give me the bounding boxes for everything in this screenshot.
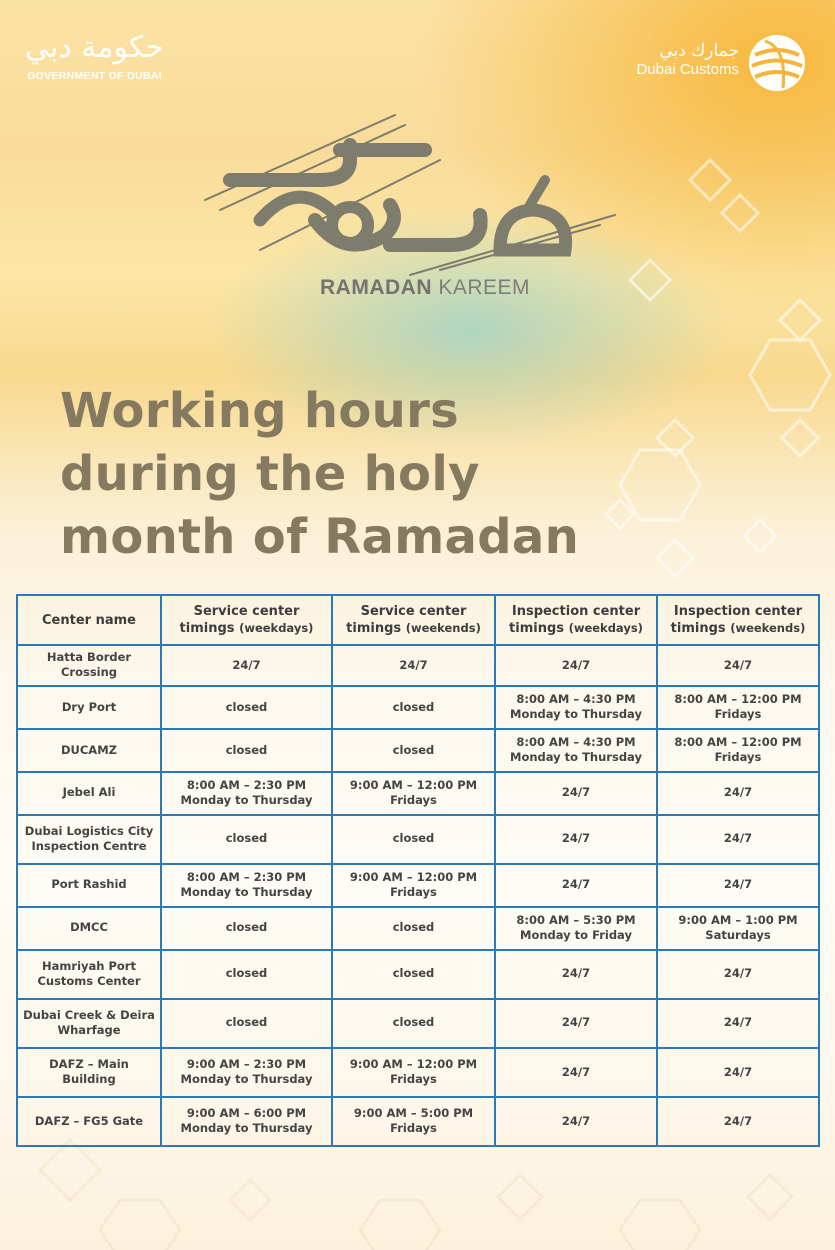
timing-text: 8:00 AM – 4:30 PM: [516, 734, 636, 749]
column-header: [17, 595, 161, 645]
table-header-row: [17, 595, 819, 645]
timing-text: 24/7: [723, 1064, 753, 1079]
center-name-cell: [17, 772, 161, 815]
column-header-label: Inspection center timings: [670, 604, 803, 636]
center-name-cell: [17, 729, 161, 772]
timing-text: Monday to Thursday: [510, 750, 642, 765]
timing-cell: [161, 729, 332, 772]
timing-cell: [657, 907, 819, 950]
timing-text: Monday to Thursday: [180, 1072, 313, 1087]
center-name-text: Customs Center: [37, 974, 141, 989]
timing-cell: [495, 645, 657, 686]
timing-text: closed: [225, 831, 268, 846]
table-row: [17, 1097, 819, 1146]
center-name-text: Inspection Centre: [31, 839, 147, 854]
timing-text: closed: [392, 1015, 435, 1030]
timing-text: 24/7: [561, 1113, 591, 1128]
timing-cell: [657, 950, 819, 999]
timing-cell: [332, 815, 495, 864]
center-name-cell: [17, 950, 161, 999]
timing-text: Monday to Thursday: [180, 1121, 313, 1136]
timing-text: 24/7: [723, 657, 753, 672]
timing-text: 9:00 AM – 12:00 PM: [349, 1056, 478, 1071]
timing-text: Monday to Thursday: [510, 707, 642, 722]
timing-cell: [332, 950, 495, 999]
timing-text: 8:00 AM – 2:30 PM: [186, 777, 307, 792]
timing-text: 8:00 AM – 4:30 PM: [516, 691, 636, 706]
column-header-label: Inspection center timings: [509, 604, 641, 636]
center-name-text: Dubai Creek & Deira: [23, 1007, 155, 1022]
timing-text: 24/7: [399, 657, 428, 672]
timing-cell: [332, 772, 495, 815]
title-line-3: month of Ramadan: [60, 509, 580, 565]
timing-cell: [495, 686, 657, 729]
timing-cell: [495, 864, 657, 907]
timing-text: 9:00 AM – 6:00 PM: [186, 1105, 307, 1120]
center-name-cell: [17, 999, 161, 1048]
timing-text: Monday to Friday: [520, 928, 632, 943]
column-header-label: Service center timings: [346, 604, 467, 636]
timing-text: Fridays: [390, 1121, 437, 1136]
ramadan-word: RAMADAN: [320, 276, 432, 299]
center-name-text: Dubai Logistics City: [24, 823, 154, 838]
timing-cell: [657, 1097, 819, 1146]
timing-cell: [495, 950, 657, 999]
timing-text: 9:00 AM – 12:00 PM: [349, 777, 478, 792]
center-name-cell: [17, 645, 161, 686]
timing-text: closed: [225, 1015, 268, 1030]
timing-cell: [161, 645, 332, 686]
column-header: [495, 595, 657, 645]
timing-cell: [161, 907, 332, 950]
timing-text: Fridays: [714, 707, 762, 722]
timing-text: closed: [225, 742, 268, 757]
timing-text: 8:00 AM – 12:00 PM: [674, 734, 802, 749]
timing-text: 24/7: [723, 1113, 753, 1128]
gov-english-text: GOVERNMENT OF DUBAI: [27, 70, 162, 82]
timing-cell: [332, 645, 495, 686]
timing-cell: [495, 815, 657, 864]
timing-text: 24/7: [561, 1015, 591, 1030]
timing-cell: [332, 1097, 495, 1146]
ramadan-kareem-text: [320, 276, 530, 300]
center-name-cell: [17, 815, 161, 864]
timing-text: 24/7: [723, 877, 753, 892]
table-row: [17, 686, 819, 729]
timing-cell: [332, 907, 495, 950]
dubai-customs-logo: [617, 33, 807, 93]
center-name-cell: [17, 686, 161, 729]
timing-text: Monday to Thursday: [180, 793, 313, 808]
timing-cell: [161, 1048, 332, 1097]
column-header-qualifier: (weekdays): [568, 621, 643, 635]
timing-text: 24/7: [561, 966, 591, 981]
timing-cell: [332, 999, 495, 1048]
customs-arabic-text: جمارك دبي: [659, 41, 739, 61]
center-name-text: DAFZ – FG5 Gate: [34, 1113, 144, 1128]
timing-cell: [161, 864, 332, 907]
timing-cell: [657, 729, 819, 772]
table-row: [17, 1048, 819, 1097]
title-line-1: Working hours: [60, 383, 459, 439]
column-header: [657, 595, 819, 645]
working-hours-table: [16, 594, 820, 1147]
timing-text: closed: [392, 742, 435, 757]
timing-text: Monday to Thursday: [180, 885, 313, 900]
timing-text: 24/7: [723, 1015, 753, 1030]
center-name-cell: [17, 864, 161, 907]
timing-cell: [495, 772, 657, 815]
center-name-text: DUCAMZ: [60, 742, 117, 757]
table-row: [17, 907, 819, 950]
timing-cell: [657, 999, 819, 1048]
center-name-text: DMCC: [70, 920, 108, 935]
column-header-qualifier: (weekends): [405, 621, 481, 635]
globe-icon: [747, 33, 807, 93]
timing-text: closed: [392, 966, 435, 981]
timing-cell: [161, 999, 332, 1048]
timing-cell: [332, 864, 495, 907]
center-name-text: Hatta Border Crossing: [46, 649, 132, 680]
timing-cell: [161, 1097, 332, 1146]
customs-english-text: Dubai Customs: [636, 61, 739, 78]
timing-text: 24/7: [723, 966, 753, 981]
timing-text: 24/7: [561, 831, 591, 846]
timing-cell: [495, 999, 657, 1048]
timing-cell: [657, 645, 819, 686]
table-row: [17, 729, 819, 772]
timing-cell: [657, 864, 819, 907]
column-header: [332, 595, 495, 645]
ramadan-kareem-calligraphy: [200, 110, 620, 280]
timing-text: closed: [225, 699, 268, 714]
timing-cell: [332, 1048, 495, 1097]
timing-cell: [657, 1048, 819, 1097]
column-header-label: Service center timings: [179, 604, 300, 636]
center-name-text: DAFZ – Main Building: [49, 1056, 129, 1087]
kareem-word: KAREEM: [438, 276, 531, 299]
timing-text: 24/7: [723, 831, 753, 846]
timing-text: Fridays: [714, 750, 762, 765]
timing-text: closed: [225, 966, 268, 981]
table-row: [17, 772, 819, 815]
table-row: [17, 864, 819, 907]
timing-text: 8:00 AM – 12:00 PM: [674, 691, 802, 706]
table-row: [17, 999, 819, 1048]
column-header-qualifier: (weekends): [730, 621, 806, 635]
timing-text: Fridays: [390, 885, 437, 900]
timing-cell: [332, 729, 495, 772]
timing-text: Saturdays: [705, 928, 771, 943]
timing-text: 9:00 AM – 2:30 PM: [186, 1056, 307, 1071]
timing-text: 24/7: [723, 785, 753, 800]
center-name-cell: [17, 1097, 161, 1146]
gov-arabic-text: حكومة دبي: [24, 30, 164, 65]
timing-cell: [657, 686, 819, 729]
center-name-cell: [17, 1048, 161, 1097]
timing-text: 9:00 AM – 1:00 PM: [678, 912, 798, 927]
timing-cell: [657, 772, 819, 815]
center-name-text: Dry Port: [61, 699, 117, 714]
timing-cell: [161, 815, 332, 864]
center-name-cell: [17, 907, 161, 950]
table-row: [17, 950, 819, 999]
timing-cell: [332, 686, 495, 729]
timing-text: Fridays: [390, 793, 437, 808]
timing-text: 8:00 AM – 2:30 PM: [186, 869, 307, 884]
timing-cell: [161, 772, 332, 815]
table-row: [17, 645, 819, 686]
title-line-2: during the holy: [60, 446, 480, 502]
timing-text: 24/7: [561, 785, 591, 800]
timing-cell: [161, 686, 332, 729]
timing-text: closed: [392, 699, 435, 714]
table-row: [17, 815, 819, 864]
timing-text: 24/7: [561, 1064, 591, 1079]
center-name-text: Jebel Ali: [62, 785, 116, 800]
government-of-dubai-logo: [22, 30, 167, 82]
center-name-text: Hamriyah Port: [42, 958, 136, 973]
timing-cell: [495, 729, 657, 772]
timing-text: closed: [392, 831, 435, 846]
timing-text: closed: [392, 920, 435, 935]
timing-text: 24/7: [561, 657, 591, 672]
column-header: [161, 595, 332, 645]
timing-cell: [161, 950, 332, 999]
timing-text: 8:00 AM – 5:30 PM: [516, 912, 636, 927]
center-name-text: Port Rashid: [51, 877, 127, 892]
timing-text: closed: [225, 920, 268, 935]
center-name-text: Wharfage: [57, 1023, 121, 1038]
timing-cell: [495, 1097, 657, 1146]
timing-text: Fridays: [390, 1072, 437, 1087]
timing-cell: [495, 907, 657, 950]
page-title: [60, 380, 620, 569]
timing-text: 9:00 AM – 5:00 PM: [353, 1105, 474, 1120]
timing-text: 9:00 AM – 12:00 PM: [349, 869, 478, 884]
timing-text: 24/7: [232, 657, 261, 672]
column-header-label: Center name: [42, 612, 136, 628]
timing-text: 24/7: [561, 877, 591, 892]
timing-cell: [657, 815, 819, 864]
timing-cell: [495, 1048, 657, 1097]
column-header-qualifier: (weekdays): [239, 621, 314, 635]
